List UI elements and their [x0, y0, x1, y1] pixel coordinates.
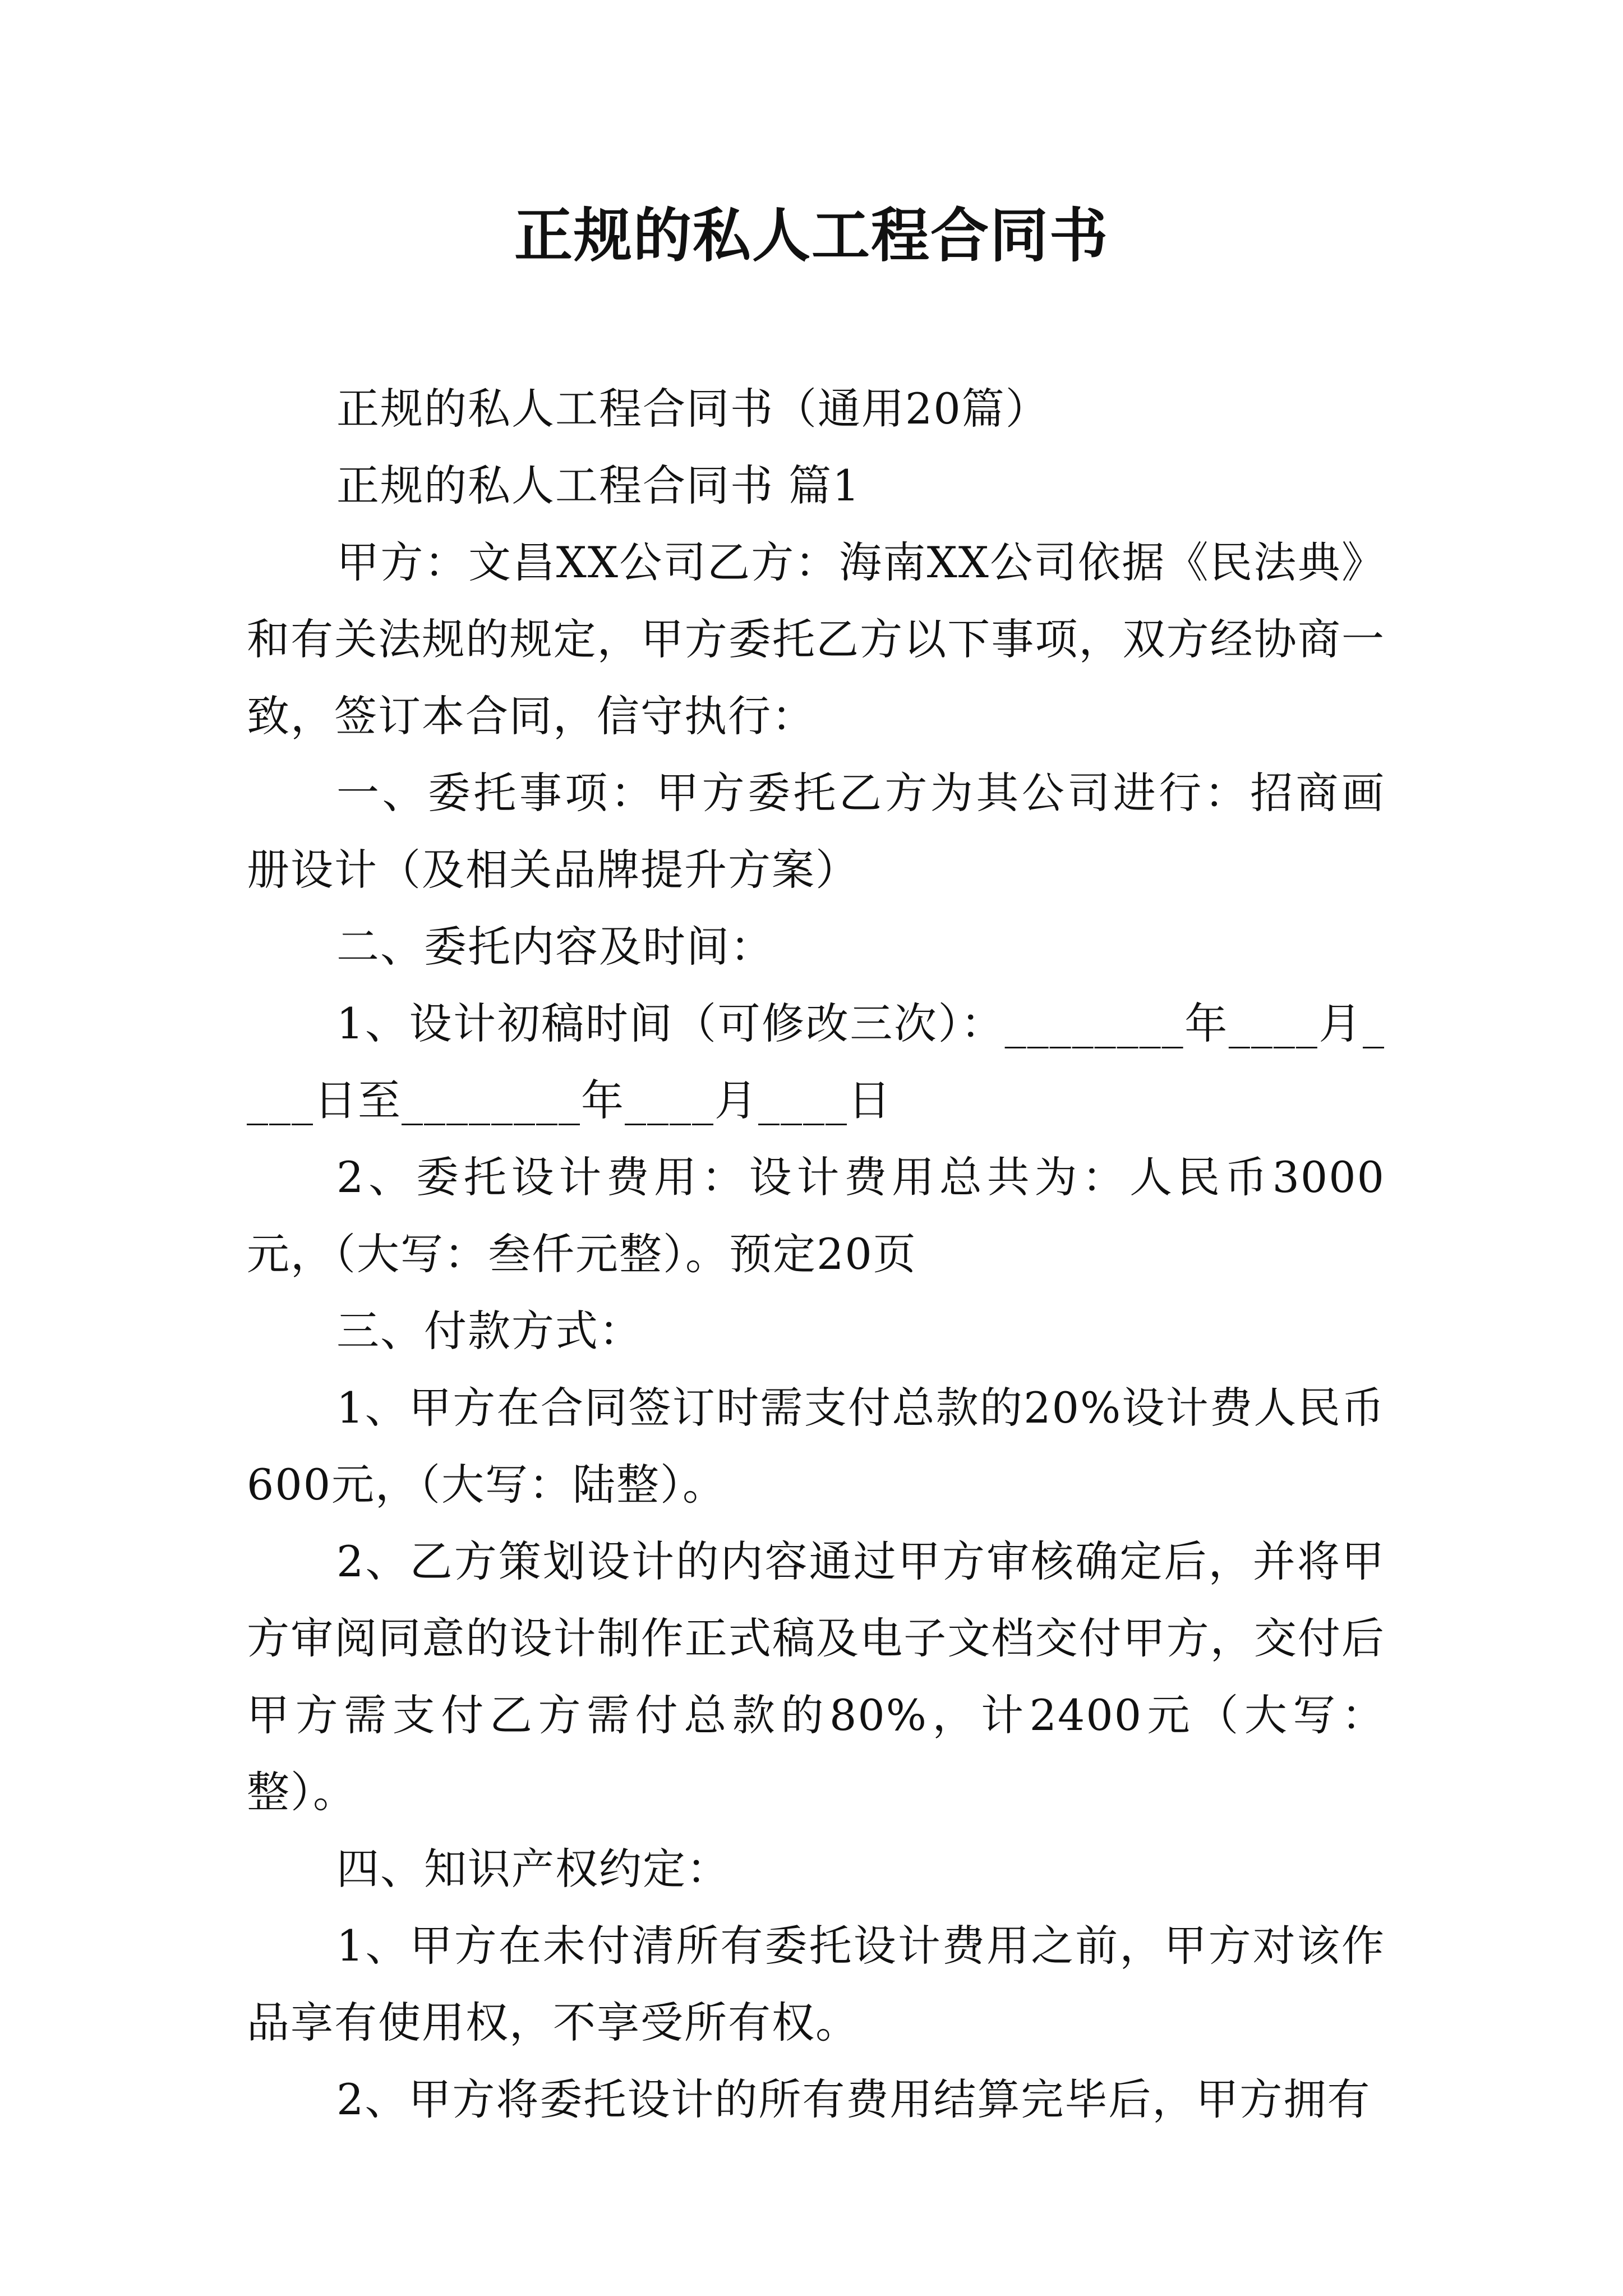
paragraph-clause-3: 三、付款方式： [336, 1306, 643, 1356]
paragraph-clause-1: 一、委托事项：甲方委托乙方为其公司进行：招商画册设计（及相关品牌提升方案） [247, 768, 1385, 895]
paragraph-clause-4-1: 1、甲方在未付清所有委托设计费用之前，甲方对该作品享有使用权，不享受所有权。 [247, 1921, 1385, 2047]
paragraph-subtitle: 正规的私人工程合同书（通用20篇） [336, 384, 1049, 434]
paragraph-clause-2: 二、委托内容及时间： [336, 922, 774, 972]
paragraph-clause-4-2: 2、甲方将委托设计的所有费用结算完毕后，甲方拥有 [336, 2074, 1371, 2124]
paragraph-clause-3-1: 1、甲方在合同签订时需支付总款的20%设计费人民币600元，（大写：陆整）。 [247, 1383, 1385, 1510]
paragraph-section-heading: 正规的私人工程合同书 篇1 [336, 461, 861, 510]
paragraph-clause-2-2: 2、委托设计费用：设计费用总共为：人民币3000元，（大写：叁仟元整）。预定20页 [247, 1152, 1385, 1279]
paragraph-clause-4: 四、知识产权约定： [336, 1844, 730, 1894]
paragraph-parties: 甲方：文昌XX公司乙方：海南XX公司依据《民法典》和有关法规的规定，甲方委托乙方以下事项，双方经协商一致，签订本合同，信守执行： [247, 537, 1385, 741]
paragraph-clause-2-1: 1、设计初稿时间（可修改三次）：________年____月____日至________年____月____日 [247, 999, 1385, 1125]
document-body [247, 370, 1385, 2138]
paragraph-clause-3-2: 2、乙方策划设计的内容通过甲方审核确定后，并将甲方审阅同意的设计制作正式稿及电子文档交付甲方，交付后甲方需支付乙方需付总款的80%，计2400元（大写：整）。 [247, 1536, 1385, 1817]
document-title: 正规的私人工程合同书 [514, 201, 1109, 270]
